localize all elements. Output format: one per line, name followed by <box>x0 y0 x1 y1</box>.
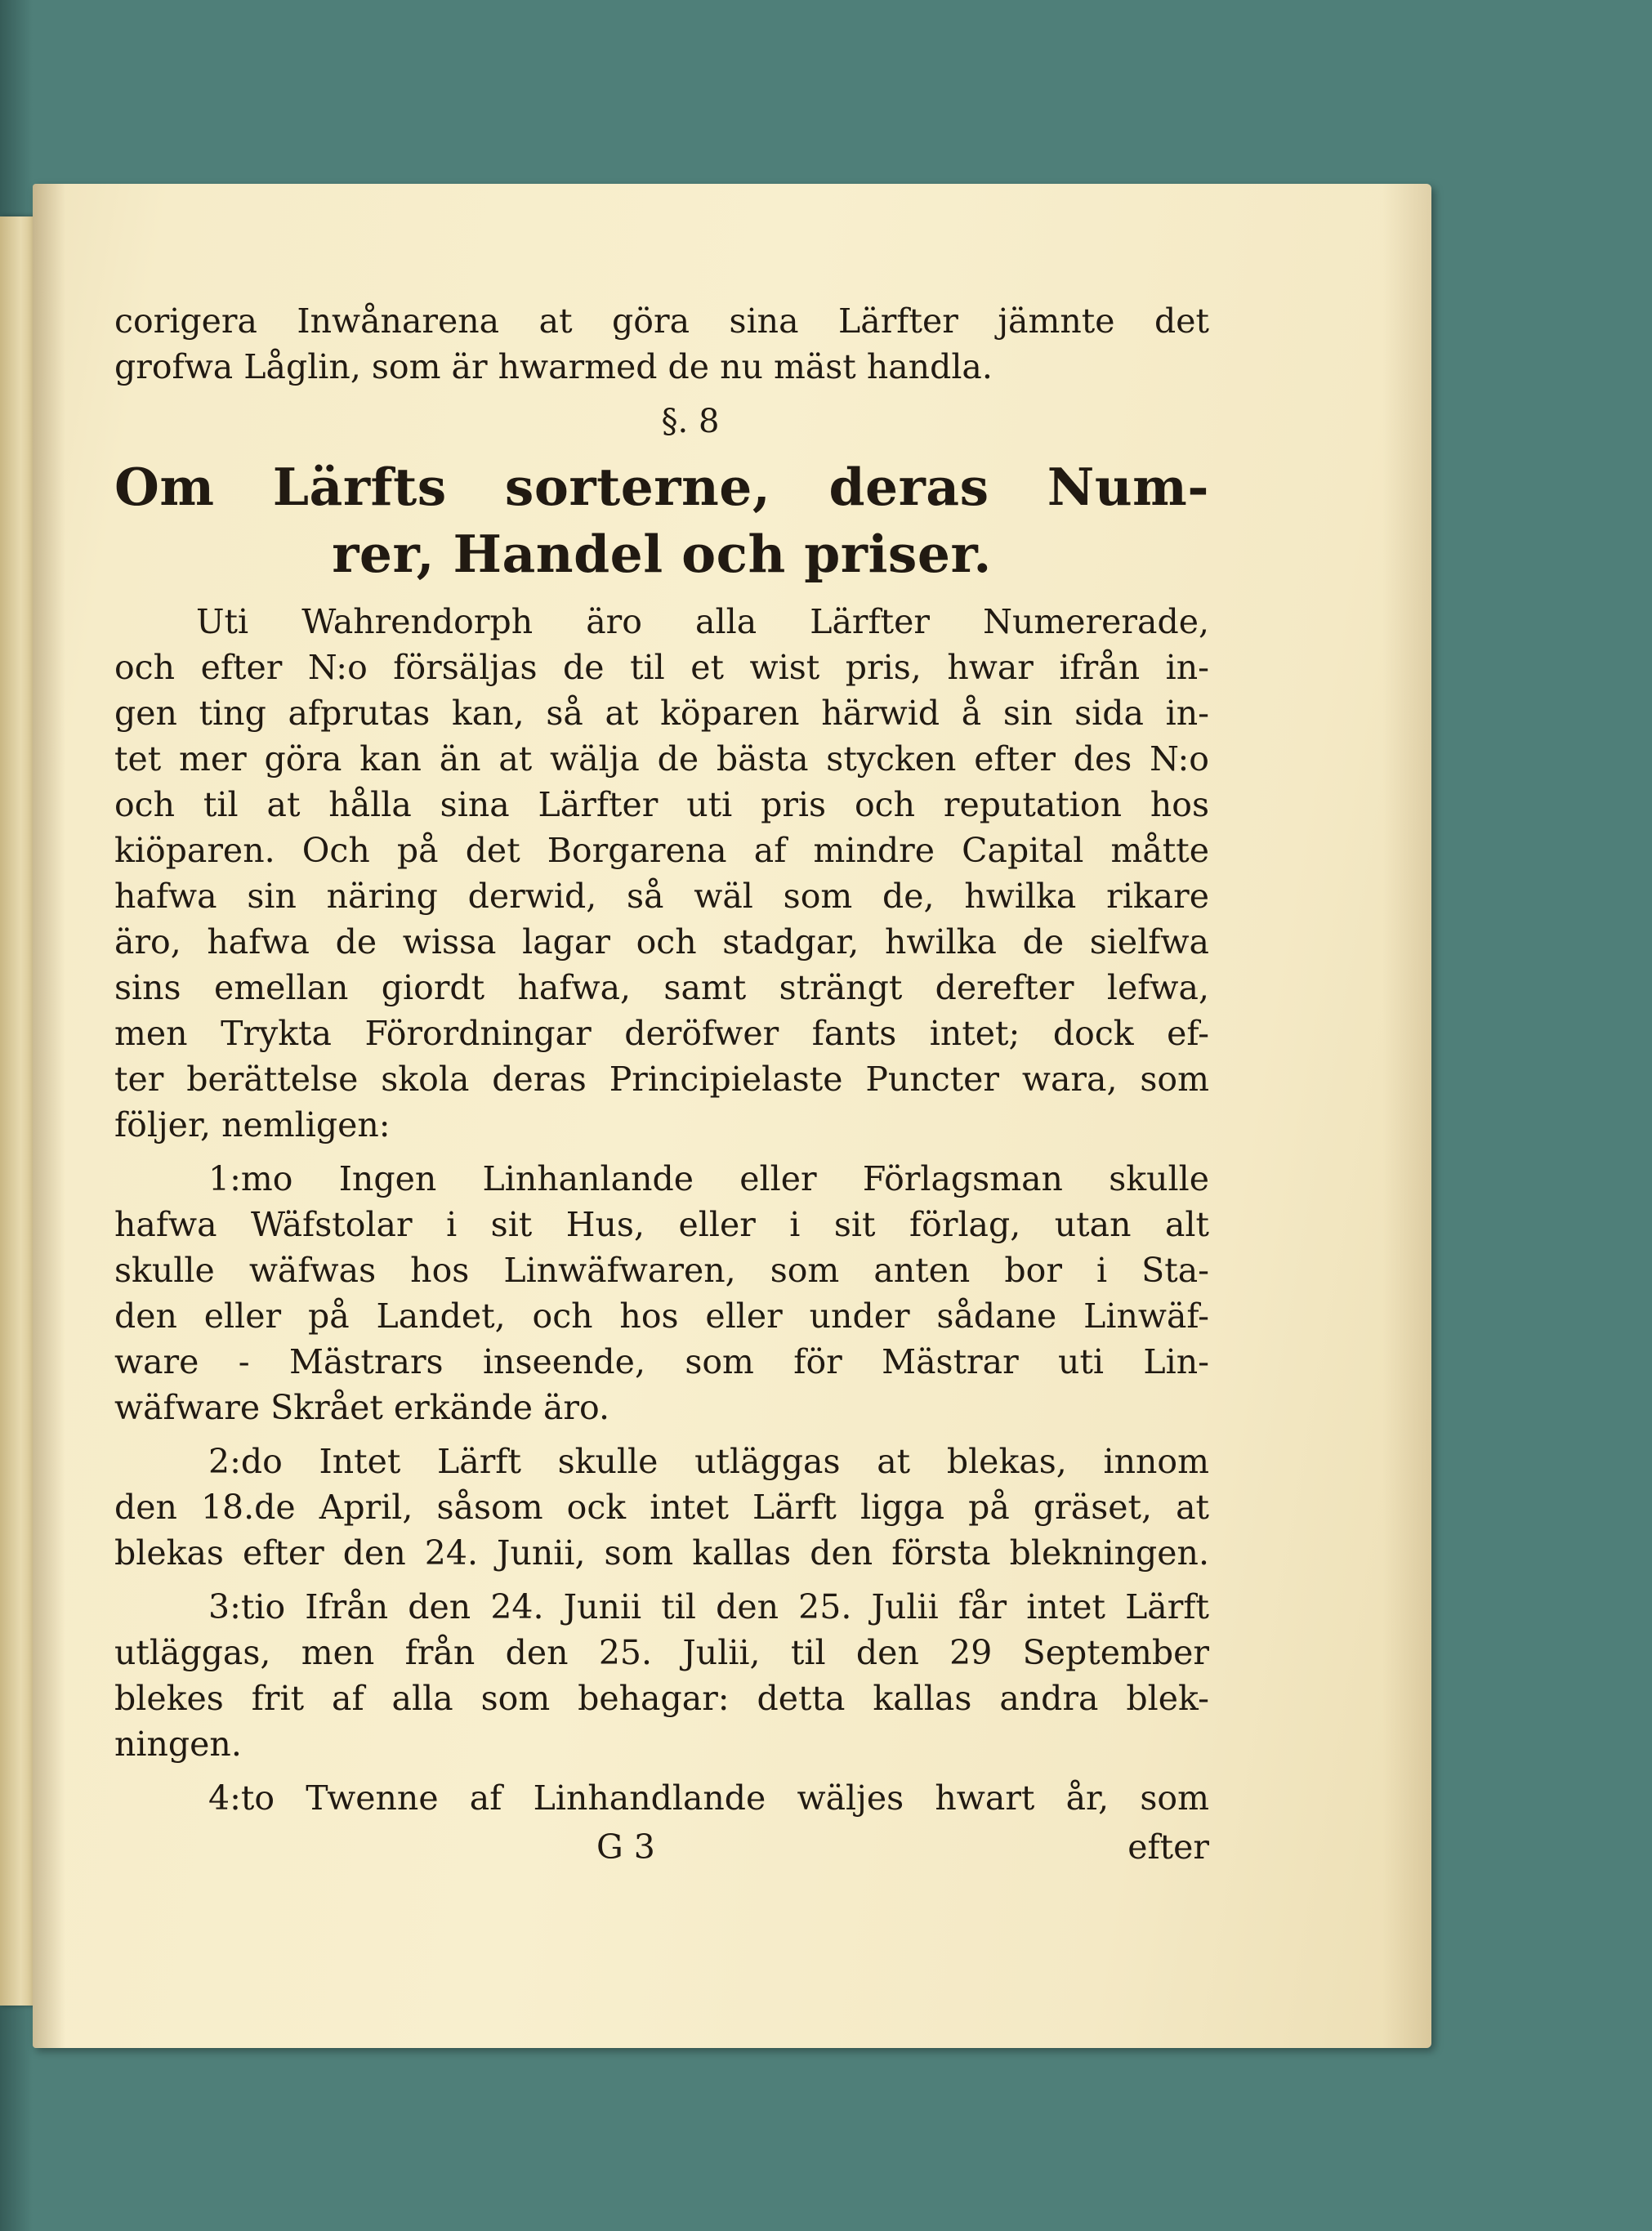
paragraph-line: hafwa sin näring derwid, så wäl som de, hwilka rikare <box>114 877 1209 916</box>
paragraph-line: men Trykta Förordningar deröfwer fants intet; dock ef- <box>114 1014 1209 1053</box>
paragraph-line: följer, nemligen: <box>114 1105 391 1145</box>
list-item-4 <box>114 1775 1209 1821</box>
list-item-line: ware - Mästrars inseende, som för Mästrar uti Lin- <box>114 1342 1209 1381</box>
paragraph-line: ter berättelse skola deras Principielaste Puncter wara, som <box>114 1060 1209 1099</box>
list-item-1 <box>114 1156 1209 1430</box>
signature-mark: G 3 <box>596 1827 655 1867</box>
list-item-line: 1:mo Ingen Linhanlande eller Förlagsman skulle <box>208 1159 1209 1198</box>
list-item-line: ningen. <box>114 1725 242 1764</box>
paragraph-line: och til at hålla sina Lärfter uti pris och reputation hos <box>114 785 1209 824</box>
list-item-2 <box>114 1439 1209 1576</box>
list-item-line: skulle wäfwas hos Linwäfwaren, som anten bor i Sta- <box>114 1251 1209 1290</box>
heading-line-1: Om Lärfts sorterne, deras Num- <box>114 457 1209 517</box>
list-item-line: den 18.de April, såsom ock intet Lärft ligga på gräset, at <box>114 1488 1209 1527</box>
list-item-line: 3:tio Ifrån den 24. Junii til den 25. Julii får intet Lärft <box>208 1587 1209 1626</box>
list-item-line: 2:do Intet Lärft skulle utläggas at blekas, innom <box>208 1442 1209 1481</box>
paragraph-line: kiöparen. Och på det Borgarena af mindre Capital måtte <box>114 831 1209 870</box>
page-footer <box>114 1824 1209 1870</box>
page-gutter-shadow <box>33 184 65 2048</box>
heading-line-2: rer, Handel och priser. <box>332 524 992 584</box>
paragraph-line: sins emellan giordt hafwa, samt strängt derefter lefwa, <box>114 968 1209 1007</box>
intro-text <box>114 298 1209 390</box>
paragraph-line: äro, hafwa de wissa lagar och stadgar, hwilka de sielfwa <box>114 922 1209 962</box>
book-page <box>33 184 1431 2048</box>
paragraph-line: gen ting afprutas kan, så at köparen härwid å sin sida in- <box>114 694 1209 733</box>
paragraph-line: och efter N:o försäljas de til et wist pris, hwar ifrån in- <box>114 648 1209 687</box>
list-item-line: utläggas, men från den 25. Julii, til den 29 September <box>114 1633 1209 1672</box>
list-item-line: wäfware Skrået erkände äro. <box>114 1388 610 1427</box>
catchword: efter <box>1127 1827 1209 1867</box>
page-text-block <box>114 298 1209 1870</box>
intro-line: grofwa Låglin, som är hwarmed de nu mäst handla. <box>114 347 993 386</box>
section-heading <box>114 453 1209 587</box>
paragraph-line: tet mer göra kan än at wälja de bästa stycken efter des N:o <box>114 739 1209 779</box>
paragraph-line: Uti Wahrendorph äro alla Lärfter Numererade, <box>196 602 1209 641</box>
list-item-line: blekes frit af alla som behagar: detta kallas andra blek- <box>114 1679 1209 1718</box>
list-item-line: hafwa Wäfstolar i sit Hus, eller i sit förlag, utan alt <box>114 1205 1209 1244</box>
section-number: §. 8 <box>661 403 720 440</box>
page-edge-shade <box>1382 184 1431 2048</box>
paragraph-1 <box>114 599 1209 1148</box>
list-item-line: den eller på Landet, och hos eller under sådane Linwäf- <box>114 1296 1209 1336</box>
list-item-3 <box>114 1584 1209 1767</box>
list-item-line: blekas efter den 24. Junii, som kallas den första blekningen. <box>114 1533 1209 1573</box>
intro-line: corigera Inwånarena at göra sina Lärfter jämnte det <box>114 301 1209 341</box>
list-item-line: 4:to Twenne af Linhandlande wäljes hwart år, som <box>208 1778 1209 1818</box>
